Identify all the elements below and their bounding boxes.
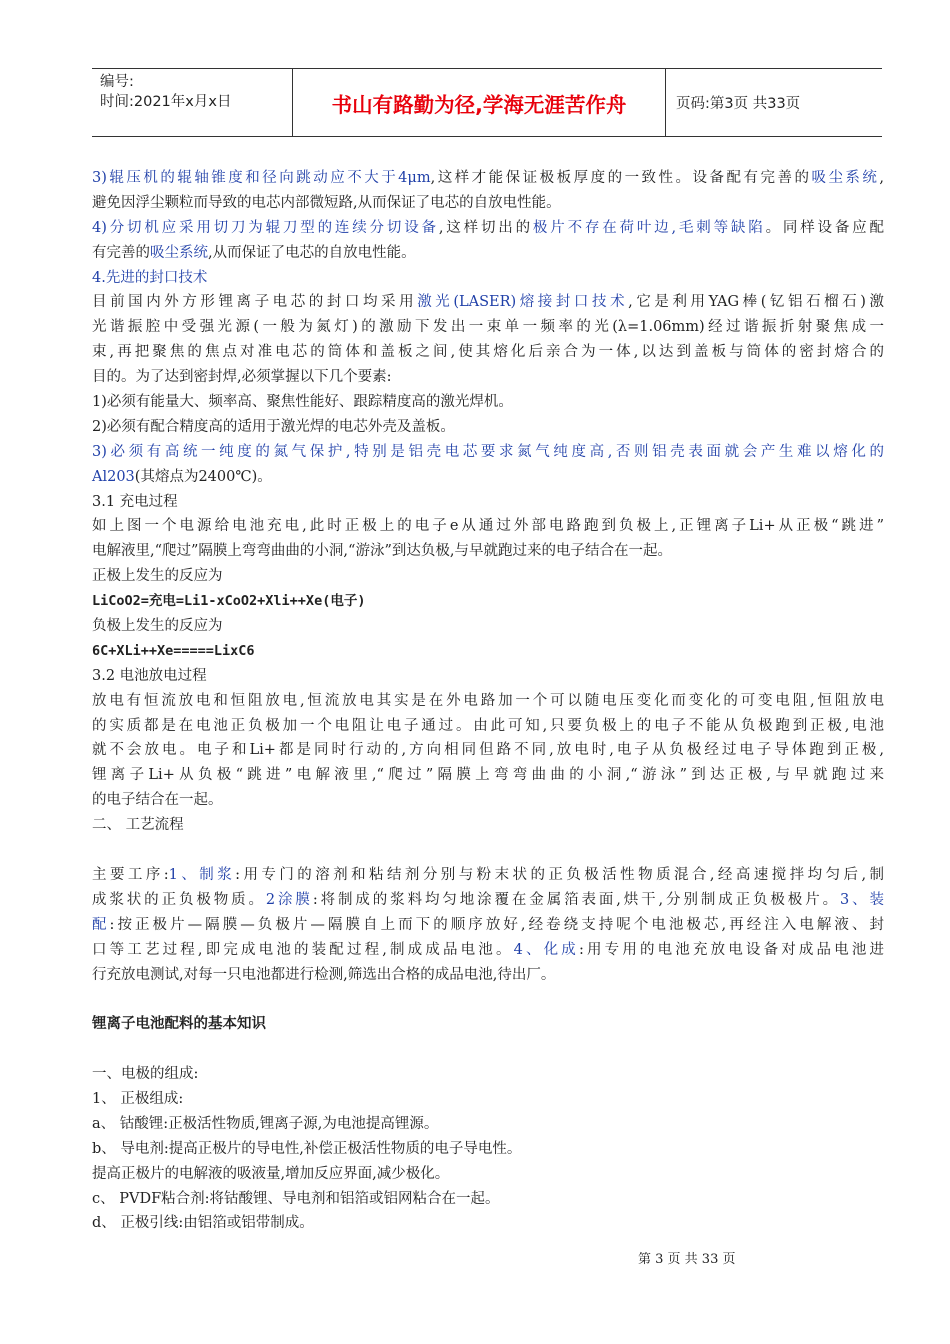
header-info	[92, 69, 292, 136]
number-label: 编号:	[100, 74, 134, 90]
header-motto: 书山有路勤为径,学海无涯苦作舟	[292, 69, 666, 136]
para-slitter-line1: 4)分切机应采用切刀为辊刀型的连续分切设备,这样切出的极片不存在荷叶边,毛刺等缺陷。同样设备应配	[92, 219, 885, 236]
para-sealing-line1: 目前国内外方形锂离子电芯的封口均采用激光(LASER)熔接封口技术,它是利用YAG棒(钇铝石榴石)激	[92, 294, 884, 311]
para-process-line2: 成浆状的正负极物质。2涂膜:将制成的浆料均匀地涂覆在金属箔表面,烘干,分别制成正负极极片。3、装	[92, 891, 884, 908]
para-discharge-line2: 的实质都是在电池正负极加一个电阻让电子通过。由此可知,只要负极上的电子不能从负极跑到正极,电池	[92, 717, 884, 734]
para-charge-line1: 如上图一个电源给电池充电,此时正极上的电子e从通过外部电路跑到负极上,正锂离子Li+从正极“跳进”	[92, 518, 884, 535]
positive-composition-title: 1、 正极组成:	[92, 1090, 184, 1107]
item-a: a、 钴酸锂:正极活性物质,锂离子源,为电池提高锂源。	[92, 1115, 439, 1132]
negative-reaction-formula: 6C+XLi++Xe=====LixC6	[92, 642, 255, 659]
para-sealing-line2: 光谐振腔中受强光源(一般为氮灯)的激励下发出一束单一频率的光(λ=1.06mm)经过谐振折射聚焦成一	[92, 319, 884, 336]
footer-page-number: 第 3 页 共 33 页	[638, 1252, 736, 1267]
para-slitter-line2: 有完善的吸尘系统,从而保证了电芯的自放电性能。	[92, 244, 416, 261]
header-page-label: 页码:第3页 共33页	[676, 96, 801, 112]
para-roller-line2: 避免因浮尘颗粒而导致的电芯内部微短路,从而保证了电芯的自放电性能。	[92, 194, 561, 211]
item-b: b、 导电剂:提高正极片的导电性,补偿正极活性物质的电子导电性。	[92, 1140, 522, 1157]
page-header	[92, 68, 882, 137]
para-charge-line2: 电解液里,“爬过”隔膜上弯弯曲曲的小洞,“游泳”到达负极,与早就跑过来的电子结合在一起。	[92, 543, 672, 560]
para-sealing-line3: 束,再把聚焦的焦点对准电芯的筒体和盖板之间,使其熔化后亲合为一体,以达到盖板与筒体的密封熔合的	[92, 344, 884, 361]
requirement-3-line2: Al203(其熔点为2400℃)。	[92, 468, 272, 485]
time-label: 时间:2021年x月x日	[100, 94, 232, 110]
para-process-line5: 行充放电测试,对每一只电池都进行检测,筛选出合格的成品电池,待出厂。	[92, 966, 556, 983]
requirement-1: 1)必须有能量大、频率高、聚焦性能好、跟踪精度高的激光焊机。	[92, 394, 513, 411]
spacer	[92, 838, 884, 863]
document-body	[92, 166, 884, 1236]
negative-reaction-label: 负极上发生的反应为	[92, 618, 223, 635]
para-discharge-line4: 锂离子Li+从负极“跳进”电解液里,“爬过”隔膜上弯弯曲曲的小洞,“游泳”到达正极,与早就跑过来	[92, 767, 884, 784]
para-roller-line1: 3)辊压机的辊轴锥度和径向跳动应不大于4μm,这样才能保证极板厚度的一致性。设备配有完善的吸尘系统,	[92, 170, 885, 186]
para-discharge-line1: 放电有恒流放电和恒阻放电,恒流放电其实是在外电路加一个可以随电压变化而变化的可变电阻,恒阻放电	[92, 692, 884, 709]
section-discharge-title: 3.2 电池放电过程	[92, 667, 207, 684]
electrode-title: 一、电极的组成:	[92, 1066, 199, 1083]
para-process-line3: 配:按正极片—隔膜—负极片—隔膜自上而下的顺序放好,经卷绕支持呢个电池极芯,再经注入电解液、封	[92, 916, 884, 933]
basics-title: 锂离子电池配料的基本知识	[92, 1016, 266, 1033]
section-process-title: 二、 工艺流程	[92, 817, 184, 834]
para-process-line1: 主要工序:1、制浆:用专门的溶剂和粘结剂分别与粉末状的正负极活性物质混合,经高速搅拌均匀后,制	[92, 866, 884, 883]
positive-reaction-formula: LiCoO2=充电=Li1-xCoO2+Xli++Xe(电子)	[92, 593, 366, 610]
para-process-line4: 口等工艺过程,即完成电池的装配过程,制成成品电池。4、化成:用专用的电池充放电设备对成品电池进	[92, 941, 884, 958]
section-charge-title: 3.1 充电过程	[92, 493, 178, 510]
spacer	[92, 1037, 884, 1062]
item-d: d、 正极引线:由铝箔或铝带制成。	[92, 1215, 314, 1232]
item-c: c、 PVDF粘合剂:将钴酸锂、导电剂和铝箔或铝网粘合在一起。	[92, 1190, 500, 1207]
para-sealing-line4: 目的。为了达到密封焊,必须掌握以下几个要素:	[92, 369, 392, 386]
item-b-continued: 提高正极片的电解液的吸液量,增加反应界面,减少极化。	[92, 1165, 450, 1182]
para-discharge-line3: 就不会放电。电子和Li+都是同时行动的,方向相同但路不同,放电时,电子从负极经过电子导体跑到正极,	[92, 742, 884, 759]
para-discharge-line5: 的电子结合在一起。	[92, 792, 223, 809]
section-title-sealing: 4.先进的封口技术	[92, 269, 208, 286]
spacer	[92, 987, 884, 1012]
requirement-2: 2)必须有配合精度高的适用于激光焊的电芯外壳及盖板。	[92, 418, 455, 435]
requirement-3-line1: 3)必须有高统一纯度的氮气保护,特别是铝壳电芯要求氮气纯度高,否则铝壳表面就会产生难以熔化的	[92, 443, 884, 460]
positive-reaction-label: 正极上发生的反应为	[92, 568, 223, 585]
